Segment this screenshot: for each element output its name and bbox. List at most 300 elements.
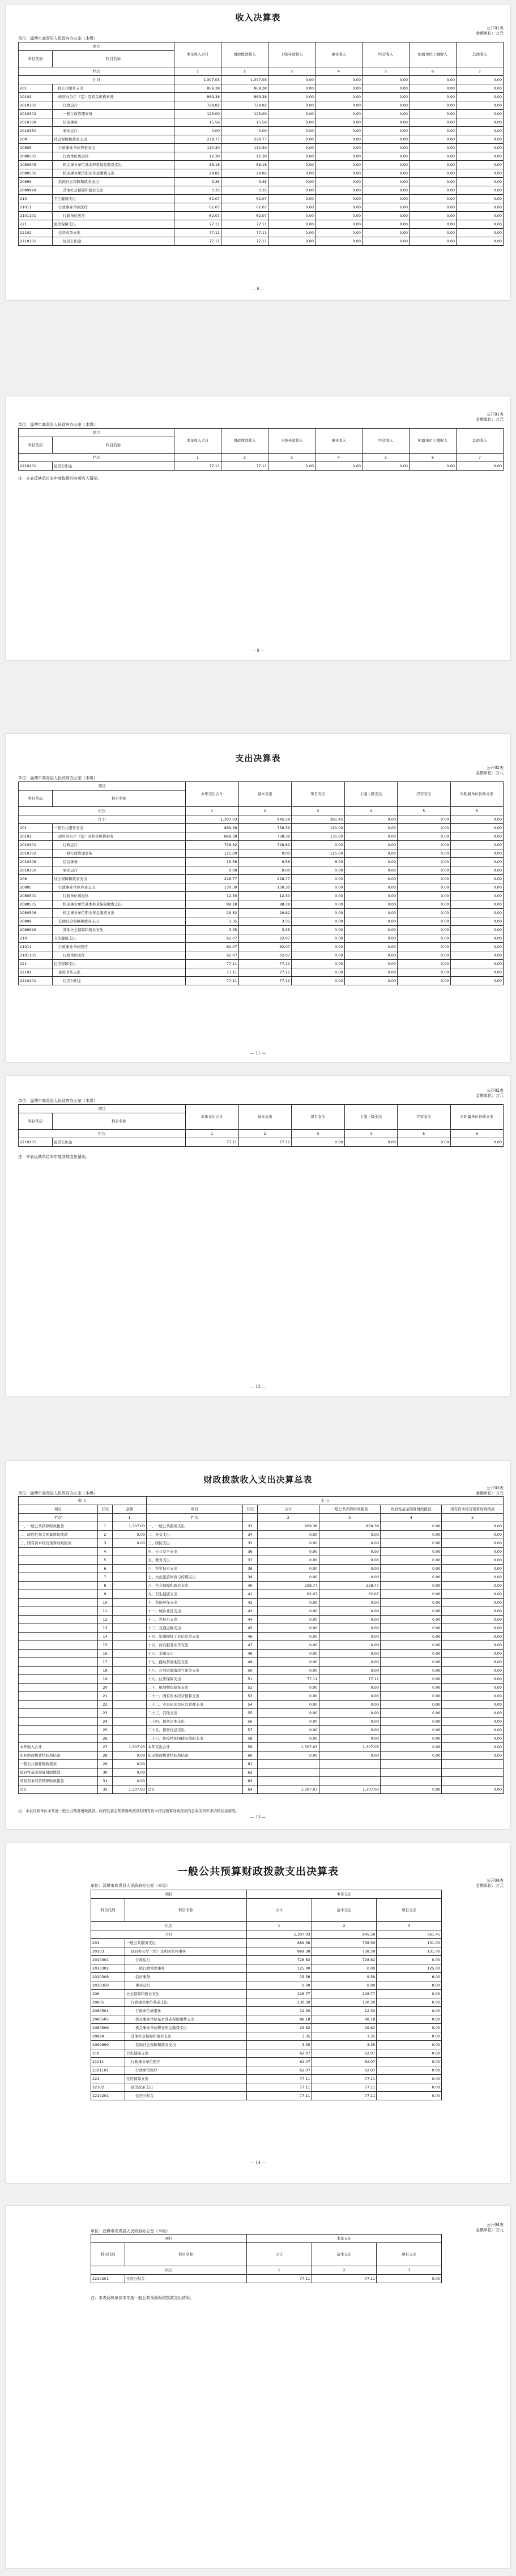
expense-value: 0.00 [380, 1735, 441, 1743]
row-value: 0.00 [450, 892, 504, 900]
row-value: 0.00 [363, 212, 410, 220]
index-cell: 2 [221, 67, 268, 76]
table-row [19, 1624, 504, 1633]
index-cell [98, 1514, 113, 1522]
row-name: 社会保障和就业支出 [125, 1990, 247, 1998]
expense-value: 0.00 [380, 1718, 441, 1726]
row-code: 210 [19, 195, 53, 203]
row-value: 0.00 [344, 951, 398, 960]
income-amount: 0.00 [113, 1760, 147, 1768]
row-value: 1,307.03 [221, 76, 268, 84]
row-value: 125.00 [292, 849, 345, 858]
row-value: 0.00 [315, 76, 363, 84]
row-value: 62.07 [312, 2066, 377, 2075]
header-project: 项目 [19, 782, 186, 791]
row-code: 2101101 [91, 2066, 125, 2075]
row-value: 3.35 [247, 2032, 312, 2041]
row-value: 0.00 [315, 212, 363, 220]
income-line: 9 [98, 1590, 113, 1599]
table-row [91, 2092, 442, 2100]
table-row [19, 1701, 504, 1709]
row-value: 0.00 [398, 815, 451, 824]
row-code: 210 [91, 2049, 125, 2058]
row-value: 0.00 [238, 849, 292, 858]
header-total: 本年支出合计 [186, 782, 239, 807]
income-amount: 0.00 [113, 1531, 147, 1539]
expense-line: 34 [243, 1531, 258, 1539]
row-value: 62.07 [174, 203, 221, 212]
expense-line: 52 [243, 1684, 258, 1692]
row-value: 0.00 [410, 110, 457, 118]
row-value: 0.00 [363, 186, 410, 195]
index-cell [243, 1514, 258, 1522]
table-note: 注：本表反映单位本年度一般公共预算财政拨款支出情况。 [91, 2296, 194, 2300]
table-row [19, 1777, 504, 1785]
row-name: 卫生健康支出 [125, 2049, 247, 2058]
header-basic: 基本支出 [238, 782, 292, 807]
header-affiliate: 对附属单位补助支出 [450, 1105, 504, 1130]
row-name: 住房改革支出 [125, 2083, 247, 2092]
expense-item: 二十二、灾害防治及应急管理支出 [147, 1701, 243, 1709]
row-name: 机关事业单位职业年金缴费支出 [125, 2024, 247, 2032]
expense-value: 0.00 [442, 1531, 504, 1539]
row-name: 卫生健康支出 [53, 934, 186, 943]
expense-value: 0.00 [258, 1658, 319, 1667]
table-row [19, 462, 504, 471]
expense-line: 59 [243, 1743, 258, 1751]
row-value: 0.00 [377, 2041, 442, 2049]
table-row [19, 135, 504, 144]
index-cell: 6 [410, 454, 457, 462]
row-name: 信访事务 [125, 1973, 247, 1981]
row-value: 0.00 [410, 178, 457, 186]
row-value: 0.00 [315, 144, 363, 152]
row-name: 行政单位离退休 [53, 892, 186, 900]
row-name: 住房公积金 [125, 2275, 247, 2283]
row-value: 0.00 [268, 101, 315, 110]
row-value: 0.00 [344, 1138, 398, 1147]
row-value: 228.77 [312, 1990, 377, 1998]
row-value: 62.07 [221, 195, 268, 203]
row-value: 0.00 [457, 127, 504, 135]
row-code: 22102 [19, 968, 53, 977]
row-value: 228.77 [221, 135, 268, 144]
row-value: 0.00 [315, 203, 363, 212]
expense-value: 62.07 [258, 1590, 319, 1599]
row-value: 130.30 [312, 1998, 377, 2007]
header-total: 本年收入合计 [174, 42, 221, 67]
row-name: 行政单位医疗 [125, 2066, 247, 2075]
expense-value: 77.11 [319, 1675, 380, 1684]
row-value: 130.30 [247, 1998, 312, 2007]
expense-value: 0.00 [258, 1599, 319, 1607]
income-item [19, 1633, 98, 1641]
general-budget-table [91, 1890, 442, 2100]
header-project: 项目 [91, 1890, 247, 1899]
expense-item: 九、卫生健康支出 [147, 1590, 243, 1599]
row-name: 一般行政管理事务 [53, 849, 186, 858]
expense-value: 0.00 [442, 1701, 504, 1709]
row-value: 0.00 [450, 951, 504, 960]
table-row [91, 2024, 442, 2032]
row-value: 0.00 [450, 909, 504, 917]
expense-value: 0.00 [319, 1718, 380, 1726]
index-cell: 2 [312, 1922, 377, 1930]
row-value: 0.00 [450, 1138, 504, 1147]
row-name: 行政单位医疗 [53, 212, 174, 220]
header-basic: 基本支出 [312, 2243, 377, 2266]
income-item [19, 1607, 98, 1616]
table-code: 公开04表 金额单位：万元 [476, 1878, 504, 1888]
row-value: 0.00 [457, 93, 504, 101]
expense-value: 0.00 [319, 1709, 380, 1718]
expense-item: 二十三、其他支出 [147, 1709, 243, 1718]
expense-value: 0.00 [442, 1599, 504, 1607]
expense-value: 0.00 [258, 1548, 319, 1556]
income-item: 政府性基金预算财政拨款 [19, 1768, 98, 1777]
row-value: 0.00 [457, 101, 504, 110]
income-amount [113, 1692, 147, 1701]
expense-line: 64 [243, 1785, 258, 1794]
row-value: 77.11 [247, 2092, 312, 2100]
row-value: 0.00 [363, 161, 410, 169]
row-value: 77.11 [247, 2075, 312, 2083]
income-line: 18 [98, 1667, 113, 1675]
index-cell: 2 [238, 807, 292, 815]
expense-item: 十八、自然资源海洋气象等支出 [147, 1667, 243, 1675]
expense-value: 0.00 [442, 1658, 504, 1667]
income-item [19, 1599, 98, 1607]
row-code: 221 [19, 220, 53, 229]
row-value: 0.00 [344, 841, 398, 849]
row-value: 0.00 [315, 84, 363, 93]
header-project-exp: 项目支出 [377, 2243, 442, 2266]
expense-value: 0.00 [380, 1751, 441, 1760]
row-value: 0.00 [363, 84, 410, 93]
table-row [91, 1981, 442, 1990]
income-amount [113, 1590, 147, 1599]
row-value: 0.00 [268, 76, 315, 84]
row-value: 0.00 [450, 968, 504, 977]
header-upper: 上级补助收入 [268, 429, 315, 454]
row-value: 0.00 [315, 101, 363, 110]
income-line: 16 [98, 1650, 113, 1658]
row-value: 77.11 [174, 237, 221, 246]
income-item [19, 1573, 98, 1582]
row-value: 0.00 [363, 195, 410, 203]
table-row [19, 1785, 504, 1794]
org-name: 单位：淄博市高青县人民政府办公室（本级） [18, 36, 97, 41]
header-affiliate: 附属单位上缴收入 [410, 42, 457, 67]
row-name: 机关事业单位基本养老保险缴费支出 [53, 161, 174, 169]
income-amount [113, 1582, 147, 1590]
expense-value: 0.00 [319, 1624, 380, 1633]
row-value: 0.00 [450, 917, 504, 926]
header-name: 科目名称 [53, 51, 174, 67]
page-number: — 6 — [251, 287, 265, 291]
expense-value: 1,307.03 [319, 1785, 380, 1794]
expense-value: 0.00 [319, 1667, 380, 1675]
org-name: 单位：淄博市高青县人民政府办公室（本级） [18, 1099, 97, 1103]
row-value: 0.00 [410, 229, 457, 237]
expense-value: 0.00 [380, 1701, 441, 1709]
row-value: 131.00 [377, 1939, 442, 1947]
table-row [19, 220, 504, 229]
expense-value: 0.00 [258, 1726, 319, 1735]
table-row [19, 968, 504, 977]
income-item [19, 1624, 98, 1633]
row-value: 0.00 [292, 883, 345, 892]
row-name: 行政事业单位养老支出 [53, 883, 186, 892]
index-cell: 6 [410, 67, 457, 76]
row-value: 0.00 [363, 229, 410, 237]
income-line: 11 [98, 1607, 113, 1616]
expense-line: 37 [243, 1556, 258, 1565]
row-name: 其他社会保障和就业支出 [125, 2041, 247, 2049]
row-value: 0.00 [315, 93, 363, 101]
page-income-1 [6, 5, 510, 300]
row-value: 0.00 [457, 84, 504, 93]
expense-item: 一、一般公共服务支出 [147, 1522, 243, 1531]
index-cell: 5 [363, 67, 410, 76]
row-value: 728.82 [247, 1956, 312, 1964]
income-amount [113, 1726, 147, 1735]
expense-item [147, 1760, 243, 1768]
row-code: 20103 [19, 832, 53, 841]
table-code: 公开01表 金额单位：万元 [476, 26, 504, 36]
row-value: 0.00 [344, 858, 398, 866]
income-amount [113, 1548, 147, 1556]
row-value: 130.30 [221, 144, 268, 152]
row-value: 12.30 [174, 152, 221, 161]
income-line: 19 [98, 1675, 113, 1684]
row-value: 0.00 [450, 943, 504, 951]
row-value: 0.00 [344, 968, 398, 977]
expense-value: 228.77 [319, 1582, 380, 1590]
header-upper: 上缴上级支出 [344, 782, 398, 807]
income-line: 4 [98, 1548, 113, 1556]
table-row [91, 2007, 442, 2015]
row-value: 0.00 [410, 76, 457, 84]
income-item: 一般公共预算财政拨款 [19, 1760, 98, 1768]
row-value: 0.00 [457, 462, 504, 471]
row-value: 0.00 [377, 2049, 442, 2058]
page-income-2 [6, 396, 510, 660]
index-cell: 2 [238, 1130, 292, 1138]
expense-line: 47 [243, 1641, 258, 1650]
row-value: 0.00 [410, 237, 457, 246]
table-row [19, 1565, 504, 1573]
row-name: 政府办公厅（室）及相关机构事务 [53, 93, 174, 101]
row-value: 12.30 [221, 152, 268, 161]
expense-value: 0.00 [258, 1667, 319, 1675]
row-value: 0.00 [450, 960, 504, 968]
table-row [19, 875, 504, 883]
row-value: 0.00 [450, 926, 504, 934]
income-amount [113, 1599, 147, 1607]
row-value: 0.00 [315, 169, 363, 178]
income-item [19, 1692, 98, 1701]
row-value: 29.82 [221, 169, 268, 178]
row-value: 0.00 [377, 2275, 442, 2283]
row-value: 0.00 [315, 161, 363, 169]
expense-line: 45 [243, 1624, 258, 1633]
row-value: 77.11 [247, 2083, 312, 2092]
row-value: 0.00 [450, 866, 504, 875]
header-name: 科目名称 [53, 1113, 186, 1130]
income-line: 28 [98, 1751, 113, 1760]
row-value: 77.11 [238, 960, 292, 968]
header-name: 科目名称 [125, 1899, 247, 1922]
index-cell: 4 [344, 807, 398, 815]
table-row [91, 2058, 442, 2066]
header-total: 本年支出合计 [186, 1105, 239, 1130]
table-row [19, 909, 504, 917]
income-line: 24 [98, 1718, 113, 1726]
table-row [19, 1582, 504, 1590]
table-row [19, 1735, 504, 1743]
table-row [19, 1667, 504, 1675]
row-value: 88.18 [238, 900, 292, 909]
row-value: 77.11 [221, 220, 268, 229]
row-value: 0.00 [292, 926, 345, 934]
income-amount [113, 1735, 147, 1743]
expense-line: 48 [243, 1650, 258, 1658]
expense-value: 0.00 [380, 1565, 441, 1573]
header-year-expense: 本年支出 [247, 1890, 442, 1899]
row-value: 77.11 [312, 2083, 377, 2092]
row-value: 869.38 [221, 84, 268, 93]
row-code: 2210201 [19, 977, 53, 985]
expense-line: 56 [243, 1718, 258, 1726]
row-code: 21011 [91, 2058, 125, 2066]
row-value: 77.11 [221, 462, 268, 471]
row-value: 12.30 [238, 892, 292, 900]
expense-value: 0.00 [258, 1565, 319, 1573]
income-item [19, 1616, 98, 1624]
row-code: 22102 [91, 2083, 125, 2092]
row-name: 住房保障支出 [53, 960, 186, 968]
expense-line: 53 [243, 1692, 258, 1701]
row-value: 0.00 [344, 960, 398, 968]
row-value: 1,307.03 [174, 76, 221, 84]
row-code: 2080506 [19, 909, 53, 917]
page-title: 一般公共预算财政拨款支出决算表 [177, 1866, 339, 1878]
row-value: 0.00 [315, 152, 363, 161]
header-code: 科目代码 [91, 1899, 125, 1922]
expense-value: 0.00 [258, 1556, 319, 1565]
row-value: 0.00 [377, 2058, 442, 2066]
row-name: 机关事业单位职业年金缴费支出 [53, 169, 174, 178]
row-value: 869.38 [221, 93, 268, 101]
income-amount [113, 1633, 147, 1641]
row-value: 0.00 [221, 127, 268, 135]
row-code: 2089999 [19, 186, 53, 195]
expense-value: 0.00 [258, 1751, 319, 1760]
expense-value [319, 1777, 380, 1785]
row-name: 行政单位离退休 [53, 152, 174, 161]
row-code: 2210201 [91, 2092, 125, 2100]
row-value: 3.35 [238, 926, 292, 934]
index-cell: 3 [268, 454, 315, 462]
row-value: 3.35 [312, 2032, 377, 2041]
expense-value: 0.00 [380, 1692, 441, 1701]
expense-line: 43 [243, 1607, 258, 1616]
row-code: 2010301 [91, 1956, 125, 1964]
row-value: 1,307.03 [186, 815, 239, 824]
index-row [19, 454, 504, 462]
expense-value: 0.00 [258, 1531, 319, 1539]
row-value: 738.39 [312, 1939, 377, 1947]
row-value: 29.82 [174, 169, 221, 178]
org-name: 单位：淄博市高青县人民政府办公室（本级） [18, 422, 97, 427]
row-value: 88.18 [174, 161, 221, 169]
income-item [19, 1565, 98, 1573]
row-value: 0.00 [410, 152, 457, 161]
row-value: 15.56 [186, 858, 239, 866]
index-cell: 5 [398, 1130, 451, 1138]
expense-table [18, 781, 504, 985]
row-value: 0.00 [174, 127, 221, 135]
header-subtotal: 小计 [247, 1899, 312, 1922]
expense-item: 十六、金融支出 [147, 1650, 243, 1658]
expense-value: 0.00 [380, 1633, 441, 1641]
row-value: 3.35 [312, 2041, 377, 2049]
row-code: 20899 [91, 2032, 125, 2041]
income-item [19, 1718, 98, 1726]
expense-value: 0.00 [319, 1701, 380, 1709]
row-value: 3.35 [221, 186, 268, 195]
index-cell: 1 [113, 1514, 147, 1522]
income-item [19, 1582, 98, 1590]
row-value: 0.00 [450, 977, 504, 985]
expense-value: 0.00 [258, 1607, 319, 1616]
row-code: 21011 [19, 943, 53, 951]
income-item: 三、国有资本经营预算财政拨款 [19, 1539, 98, 1548]
header-operating: 经营支出 [398, 1105, 451, 1130]
table-row [91, 2041, 442, 2049]
row-value: 77.11 [247, 2275, 312, 2283]
row-value: 0.00 [377, 2015, 442, 2024]
row-name: 行政单位离退休 [125, 2007, 247, 2015]
row-value: 0.00 [398, 858, 451, 866]
row-value: 0.00 [268, 237, 315, 246]
row-name: 行政单位医疗 [53, 951, 186, 960]
row-code: 221 [19, 960, 53, 968]
table-row [91, 2032, 442, 2041]
row-value: 0.00 [363, 76, 410, 84]
row-value: 228.77 [238, 875, 292, 883]
expense-value: 0.00 [258, 1684, 319, 1692]
row-value: 0.00 [315, 110, 363, 118]
header-name: 科目名称 [125, 2243, 247, 2266]
table-row [19, 1650, 504, 1658]
row-value: 0.00 [292, 841, 345, 849]
row-name: 事业运行 [125, 1981, 247, 1990]
income-line: 8 [98, 1582, 113, 1590]
expense-line: 51 [243, 1675, 258, 1684]
expense-value [380, 1768, 441, 1777]
header-year-expense: 本年支出 [247, 2235, 442, 2243]
page-general-budget-1 [6, 1843, 510, 2183]
row-value: 15.56 [221, 118, 268, 127]
income-table-cont [18, 428, 504, 471]
income-amount: 1,307.03 [113, 1522, 147, 1531]
row-value: 0.00 [377, 1990, 442, 1998]
expense-value: 0.00 [319, 1599, 380, 1607]
row-name: 住房公积金 [53, 977, 186, 985]
row-value: 88.18 [247, 2015, 312, 2024]
